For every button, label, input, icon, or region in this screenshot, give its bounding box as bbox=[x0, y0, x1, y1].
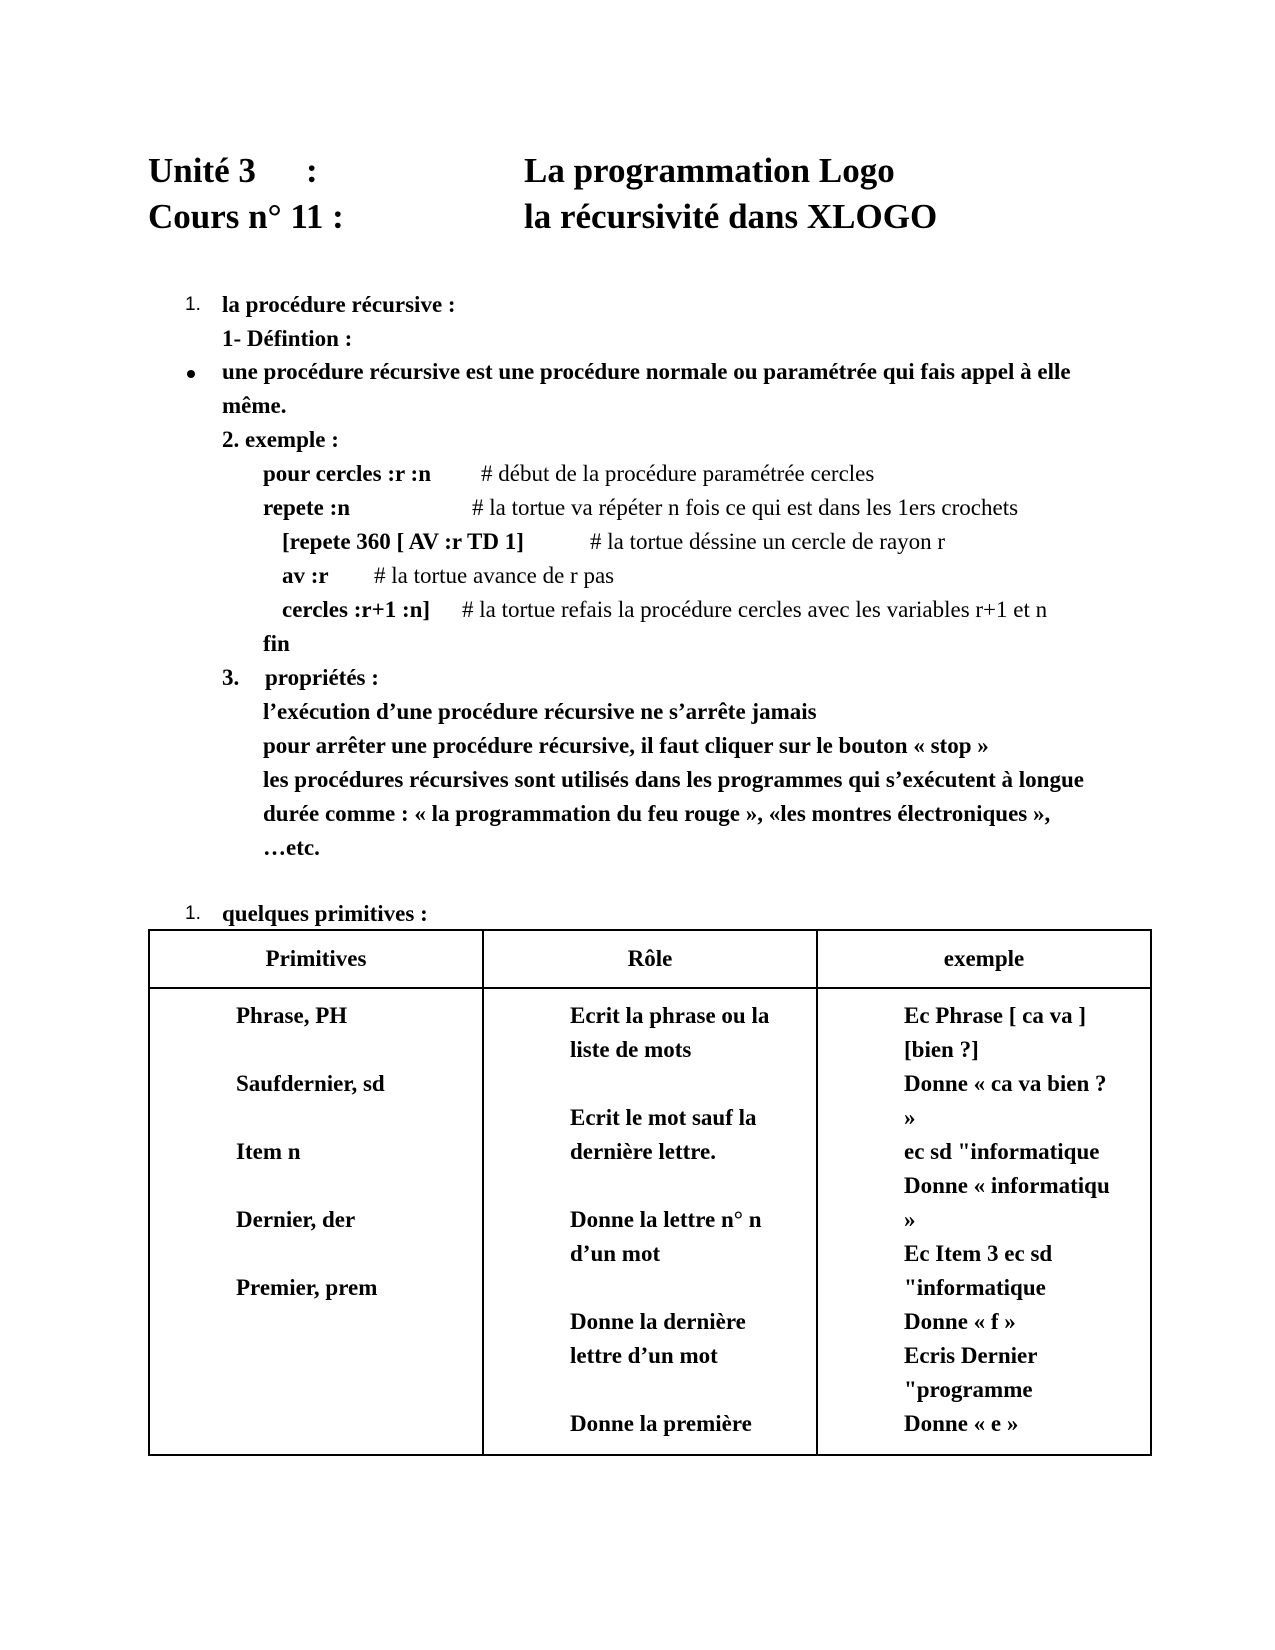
property-line-3: les procédures récursives sont utilisés dans les programmes qui s’exécutent à longue bbox=[263, 767, 1084, 792]
code-comment-4: # la tortue avance de r pas bbox=[374, 563, 615, 588]
table-header-cell bbox=[817, 930, 1151, 988]
example-cell bbox=[817, 988, 1151, 1455]
bullet-icon bbox=[187, 370, 195, 378]
example-line: ec sd "informatique bbox=[904, 1139, 1100, 1164]
section2-number: 1. bbox=[185, 903, 201, 924]
code-comment-3: # la tortue déssine un cercle de rayon r bbox=[590, 529, 946, 554]
primitive-name: Premier, prem bbox=[236, 1275, 378, 1300]
properties-number: 3. bbox=[222, 665, 240, 690]
code-line-4: av :r bbox=[282, 563, 329, 588]
table-header-cell bbox=[483, 930, 817, 988]
role-line: Ecrit le mot sauf la bbox=[570, 1105, 757, 1130]
code-line-6: fin bbox=[263, 631, 290, 656]
example-line: Donne « e » bbox=[904, 1411, 1019, 1436]
primitive-name: Phrase, PH bbox=[236, 1003, 348, 1028]
example-line: Ec Phrase [ ca va ] bbox=[904, 1003, 1087, 1028]
section1-title: la procédure récursive : bbox=[222, 292, 456, 317]
section1-number: 1. bbox=[185, 294, 201, 315]
header-role: Rôle bbox=[627, 946, 673, 971]
example-line: "programme bbox=[904, 1377, 1033, 1402]
primitives-table bbox=[148, 929, 1152, 1456]
example-line: Donne « ca va bien ? bbox=[904, 1071, 1107, 1096]
table-row bbox=[149, 988, 1151, 1455]
definition-line-2: même. bbox=[222, 393, 287, 418]
role-line: liste de mots bbox=[570, 1037, 692, 1062]
role-line: Donne la première bbox=[570, 1411, 752, 1436]
example-heading: 2. exemple : bbox=[222, 427, 339, 452]
code-line-3: [repete 360 [ AV :r TD 1] bbox=[282, 529, 524, 554]
example-line: "informatique bbox=[904, 1275, 1046, 1300]
definition-heading: 1- Défintion : bbox=[222, 326, 353, 351]
table-header-cell bbox=[149, 930, 483, 988]
property-line-1: l’exécution d’une procédure récursive ne s’arrête jamais bbox=[263, 699, 817, 724]
example-line: Ecris Dernier bbox=[904, 1343, 1038, 1368]
role-line: Donne la dernière bbox=[570, 1309, 746, 1334]
example-line: Donne « informatiqu bbox=[904, 1173, 1110, 1198]
primitives-cell bbox=[149, 988, 483, 1455]
role-line: Donne la lettre n° n bbox=[570, 1207, 762, 1232]
course-label: Cours n° 11 : bbox=[148, 197, 344, 236]
property-line-5: …etc. bbox=[263, 835, 320, 860]
code-comment-1: # début de la procédure paramétrée cercles bbox=[481, 461, 875, 486]
property-line-4: durée comme : « la programmation du feu rouge », «les montres électroniques », bbox=[263, 801, 1051, 826]
definition-line-1: une procédure récursive est une procédure normale ou paramétrée qui fais appel à elle bbox=[222, 359, 1071, 384]
primitive-name: Saufdernier, sd bbox=[236, 1071, 385, 1096]
unit-title: La programmation Logo bbox=[524, 151, 895, 190]
role-line: lettre d’un mot bbox=[570, 1343, 718, 1368]
course-title: la récursivité dans XLOGO bbox=[524, 197, 938, 236]
header-example: exemple bbox=[943, 946, 1025, 971]
example-line: » bbox=[904, 1105, 916, 1130]
code-line-2: repete :n bbox=[263, 495, 351, 520]
code-line-5: cercles :r+1 :n] bbox=[282, 597, 431, 622]
role-line: Ecrit la phrase ou la bbox=[570, 1003, 770, 1028]
example-line: » bbox=[904, 1207, 916, 1232]
unit-label: Unité 3 bbox=[148, 151, 256, 190]
primitive-name: Item n bbox=[236, 1139, 301, 1164]
section2-title: quelques primitives : bbox=[222, 901, 428, 926]
example-line: Ec Item 3 ec sd bbox=[904, 1241, 1053, 1266]
unit-colon: : bbox=[306, 151, 318, 190]
properties-heading: propriétés : bbox=[265, 665, 379, 690]
role-line: d’un mot bbox=[570, 1241, 661, 1266]
role-cell bbox=[483, 988, 817, 1455]
example-line: Donne « f » bbox=[904, 1309, 1016, 1334]
table-header-row bbox=[149, 930, 1151, 988]
code-comment-2: # la tortue va répéter n fois ce qui est dans les 1ers crochets bbox=[472, 495, 1019, 520]
code-line-1: pour cercles :r :n bbox=[263, 461, 431, 486]
code-comment-5: # la tortue refais la procédure cercles avec les variables r+1 et n bbox=[462, 597, 1048, 622]
primitive-name: Dernier, der bbox=[236, 1207, 356, 1232]
property-line-2: pour arrêter une procédure récursive, il faut cliquer sur le bouton « stop » bbox=[263, 733, 989, 758]
header-primitives: Primitives bbox=[265, 946, 367, 971]
role-line: dernière lettre. bbox=[570, 1139, 717, 1164]
example-line: [bien ?] bbox=[904, 1037, 979, 1062]
